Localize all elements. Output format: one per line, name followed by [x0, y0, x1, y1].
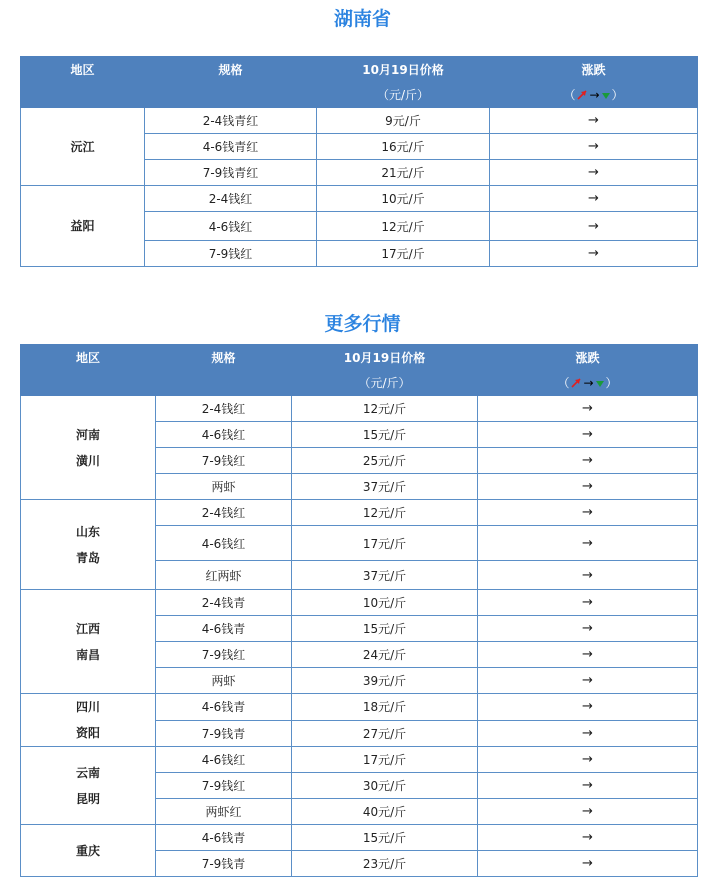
price-cell: 15元/斤	[292, 422, 478, 448]
change-cell: →	[490, 212, 698, 241]
region-name: 云南	[75, 765, 100, 780]
change-legend	[557, 371, 617, 395]
legend-open: （	[563, 88, 576, 102]
header-spec	[145, 57, 317, 108]
spec-cell: 红两虾	[156, 561, 292, 590]
change-cell: →	[490, 186, 698, 212]
table-body	[21, 396, 698, 877]
region-city: 青岛	[75, 550, 100, 565]
header-row	[21, 345, 698, 396]
spec-cell: 4-6钱红	[156, 747, 292, 773]
price-cell: 10元/斤	[292, 590, 478, 616]
spec-cell: 4-6钱红	[145, 212, 317, 241]
header-region	[21, 345, 156, 396]
region-city: 资阳	[75, 726, 100, 740]
change-cell: →	[478, 590, 698, 616]
up-right-arrow-icon	[570, 377, 582, 389]
region-city: 昆明	[75, 791, 100, 806]
change-cell: →	[478, 668, 698, 694]
header-change-label: 涨跌	[581, 63, 606, 77]
change-legend	[563, 83, 623, 107]
legend-open: （	[557, 376, 570, 390]
spec-cell: 2-4钱红	[145, 186, 317, 212]
change-cell: →	[478, 720, 698, 747]
table-body	[21, 108, 698, 267]
region-name: 山东	[75, 524, 100, 539]
spec-cell: 4-6钱青红	[145, 134, 317, 160]
right-arrow-icon: →	[583, 376, 594, 390]
change-cell: →	[478, 396, 698, 422]
change-cell: →	[478, 616, 698, 642]
spec-cell: 4-6钱青	[156, 694, 292, 721]
price-cell: 23元/斤	[292, 851, 478, 877]
legend-close: ）	[611, 88, 624, 102]
right-arrow-icon: →	[589, 88, 600, 102]
region-cell	[21, 186, 145, 267]
header-price-label: 10月19日价格	[343, 351, 426, 365]
price-cell: 39元/斤	[292, 668, 478, 694]
spec-cell: 4-6钱红	[156, 526, 292, 561]
change-cell: →	[478, 422, 698, 448]
price-cell: 18元/斤	[292, 694, 478, 721]
spec-cell: 7-9钱青	[156, 851, 292, 877]
table-row	[21, 694, 698, 721]
price-cell: 10元/斤	[317, 186, 490, 212]
spec-cell: 4-6钱青	[156, 616, 292, 642]
region-name: 四川	[75, 700, 100, 714]
region-name: 益阳	[70, 219, 95, 233]
change-cell: →	[490, 108, 698, 134]
spec-cell: 两虾	[156, 474, 292, 500]
spec-cell: 两虾红	[156, 799, 292, 825]
table-row	[21, 590, 698, 616]
price-cell: 37元/斤	[292, 474, 478, 500]
change-cell: →	[478, 500, 698, 526]
header-change	[490, 57, 698, 108]
region-cell	[21, 500, 156, 590]
region-cell	[21, 825, 156, 877]
up-right-arrow-icon	[576, 89, 588, 101]
price-cell: 37元/斤	[292, 561, 478, 590]
region-city: 潢川	[75, 453, 100, 468]
region-cell	[21, 590, 156, 694]
change-cell: →	[490, 241, 698, 267]
region-cell	[21, 694, 156, 747]
price-cell: 12元/斤	[317, 212, 490, 241]
price-cell: 17元/斤	[292, 747, 478, 773]
change-cell: →	[478, 561, 698, 590]
table-header	[21, 345, 698, 396]
header-price-label: 10月19日价格	[362, 63, 444, 77]
table-row	[21, 825, 698, 851]
price-table-more	[20, 344, 698, 877]
spec-cell: 2-4钱青	[156, 590, 292, 616]
spec-cell: 4-6钱青	[156, 825, 292, 851]
header-spec	[156, 345, 292, 396]
change-cell: →	[478, 448, 698, 474]
region-cell	[21, 396, 156, 500]
spec-cell: 7-9钱青	[156, 720, 292, 747]
spec-cell: 7-9钱红	[145, 241, 317, 267]
table-header	[21, 57, 698, 108]
change-cell: →	[490, 134, 698, 160]
price-cell: 21元/斤	[317, 160, 490, 186]
spec-cell: 2-4钱红	[156, 500, 292, 526]
change-cell: →	[478, 825, 698, 851]
header-spec-label: 规格	[218, 63, 243, 77]
change-cell: →	[478, 747, 698, 773]
price-cell: 24元/斤	[292, 642, 478, 668]
change-cell: →	[478, 694, 698, 721]
spec-cell: 4-6钱红	[156, 422, 292, 448]
table-row	[21, 186, 698, 212]
header-price	[317, 57, 490, 108]
price-table-hunan	[20, 56, 698, 267]
price-cell: 25元/斤	[292, 448, 478, 474]
region-name: 河南	[75, 427, 100, 442]
header-row	[21, 57, 698, 108]
change-cell: →	[478, 642, 698, 668]
region-name: 江西	[75, 621, 100, 636]
spec-cell: 7-9钱红	[156, 448, 292, 474]
price-cell: 17元/斤	[317, 241, 490, 267]
spec-cell: 2-4钱红	[156, 396, 292, 422]
table-row	[21, 108, 698, 134]
section-title-more: 更多行情	[324, 313, 401, 335]
price-cell: 15元/斤	[292, 825, 478, 851]
change-cell: →	[478, 474, 698, 500]
price-cell: 27元/斤	[292, 720, 478, 747]
header-unit-label: （元/斤）	[358, 376, 411, 390]
price-cell: 12元/斤	[292, 396, 478, 422]
price-cell: 40元/斤	[292, 799, 478, 825]
region-name: 重庆	[75, 843, 100, 858]
change-cell: →	[478, 526, 698, 561]
region-cell	[21, 108, 145, 186]
price-cell: 12元/斤	[292, 500, 478, 526]
section-title-hunan: 湖南省	[333, 8, 391, 30]
price-cell: 9元/斤	[317, 108, 490, 134]
table-row	[21, 396, 698, 422]
price-cell: 17元/斤	[292, 526, 478, 561]
change-cell: →	[478, 773, 698, 799]
region-name: 沅江	[70, 139, 95, 154]
change-cell: →	[490, 160, 698, 186]
price-cell: 30元/斤	[292, 773, 478, 799]
change-cell: →	[478, 851, 698, 877]
spec-cell: 2-4钱青红	[145, 108, 317, 134]
change-cell: →	[478, 799, 698, 825]
header-spec-label: 规格	[211, 351, 236, 365]
header-region-label: 地区	[75, 351, 100, 365]
region-city: 南昌	[75, 647, 100, 662]
down-triangle-icon	[601, 89, 611, 101]
header-region-label: 地区	[70, 63, 95, 77]
header-region	[21, 57, 145, 108]
header-change-label: 涨跌	[575, 351, 600, 365]
price-cell: 16元/斤	[317, 134, 490, 160]
table-row	[21, 747, 698, 773]
spec-cell: 7-9钱青红	[145, 160, 317, 186]
table-row	[21, 500, 698, 526]
spec-cell: 7-9钱红	[156, 773, 292, 799]
price-cell: 15元/斤	[292, 616, 478, 642]
header-unit-label: （元/斤）	[376, 88, 430, 102]
spec-cell: 7-9钱红	[156, 642, 292, 668]
down-triangle-icon	[595, 377, 605, 389]
spec-cell: 两虾	[156, 668, 292, 694]
header-change	[478, 345, 698, 396]
legend-close: ）	[605, 376, 618, 390]
region-cell	[21, 747, 156, 825]
header-price	[292, 345, 478, 396]
